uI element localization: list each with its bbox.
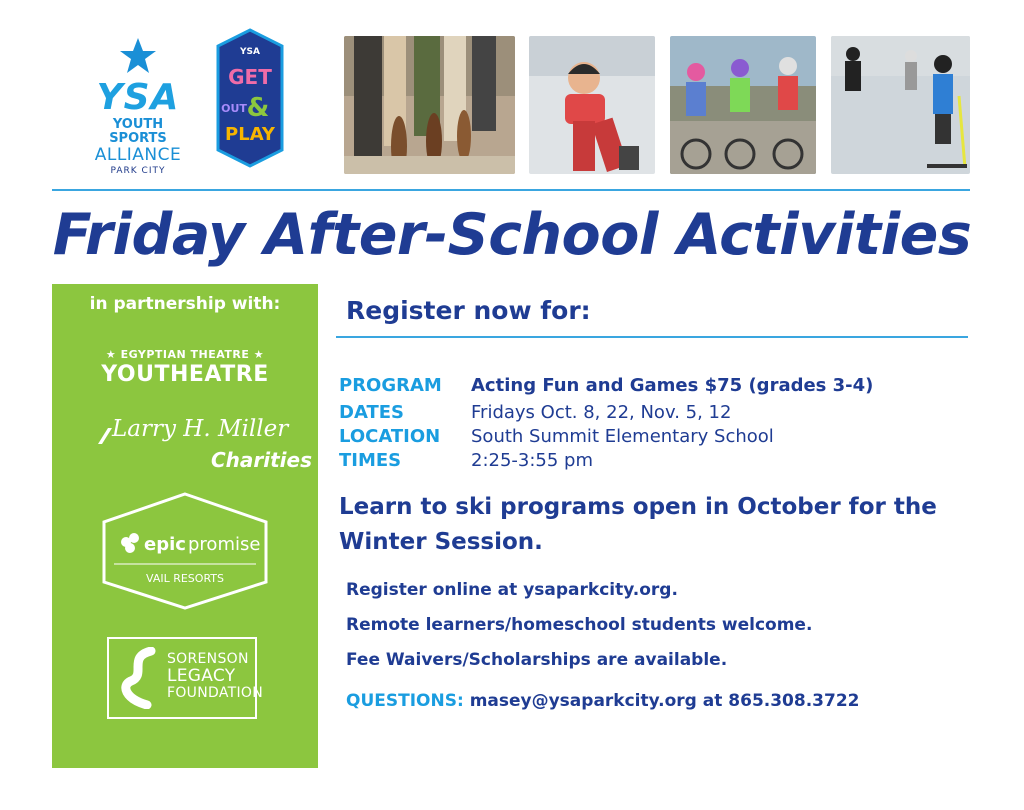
dates-label: DATES [339,402,405,423]
photo-kids-scooters [831,36,970,174]
register-divider [336,336,968,338]
times-value: 2:25-3:55 pm [471,450,594,471]
badge-word4: PLAY [225,124,275,145]
ysa-line1: YOUTH SPORTS [109,117,167,146]
location-label: LOCATION [339,426,441,447]
times-label: TIMES [339,450,402,471]
program-value: Acting Fun and Games $75 (grades 3-4) [471,375,874,396]
dates-value: Fridays Oct. 8, 22, Nov. 5, 12 [471,402,732,423]
epic-word1: epic [144,534,186,555]
partnership-label: in partnership with: [89,294,281,314]
location-value: South Summit Elementary School [471,426,774,447]
top-divider [52,189,970,191]
miller-script: Larry H. Miller [112,416,289,442]
badge-word1: GET [228,65,272,89]
badge-word2: OUT [221,102,247,115]
ysa-line2: ALLIANCE [94,145,182,165]
sorenson-line1: SORENSON [167,651,249,667]
sorenson-text [167,651,263,702]
partners-sidebar [52,284,318,768]
photo-skateboards [344,36,515,174]
questions-line [346,691,859,711]
sorenson-line3: FOUNDATION [167,685,263,701]
photo-child-lying [529,36,655,174]
remote-learners-line: Remote learners/homeschool students welcome. [346,615,813,635]
fee-waivers-line: Fee Waivers/Scholarships are available. [346,650,728,670]
program-label: PROGRAM [339,375,442,396]
badge-word3: & [246,93,270,123]
get-out-play-badge [214,28,286,168]
sorenson-mark-icon [117,647,161,709]
sorenson-line2: LEGACY [167,666,236,686]
ysa-logo [88,36,188,176]
epic-promise-logo [100,490,270,610]
vail-resorts: VAIL RESORTS [146,572,224,585]
photo-kids-bikes [670,36,816,174]
badge-top: YSA [240,47,260,57]
star-icon [118,36,158,76]
page-title: Friday After-School Activities [52,202,972,268]
register-online-line: Register online at ysaparkcity.org. [346,580,678,600]
questions-contact: masey@ysaparkcity.org at 865.308.3722 [469,691,860,711]
ski-announcement: Learn to ski programs open in October for the Winter Session. [339,494,937,555]
youtheatre-logo: YOUTHEATRE [101,362,269,387]
miller-charities: Charities [210,448,312,472]
ysa-line3: PARK CITY [110,166,166,176]
sorenson-logo [107,637,263,719]
ysa-letters: YSA [96,77,180,118]
epic-word2: promise [188,534,261,555]
youtheatre-top: ★ EGYPTIAN THEATRE ★ [105,348,265,361]
register-heading: Register now for: [346,296,591,325]
questions-label: QUESTIONS: [346,691,464,711]
